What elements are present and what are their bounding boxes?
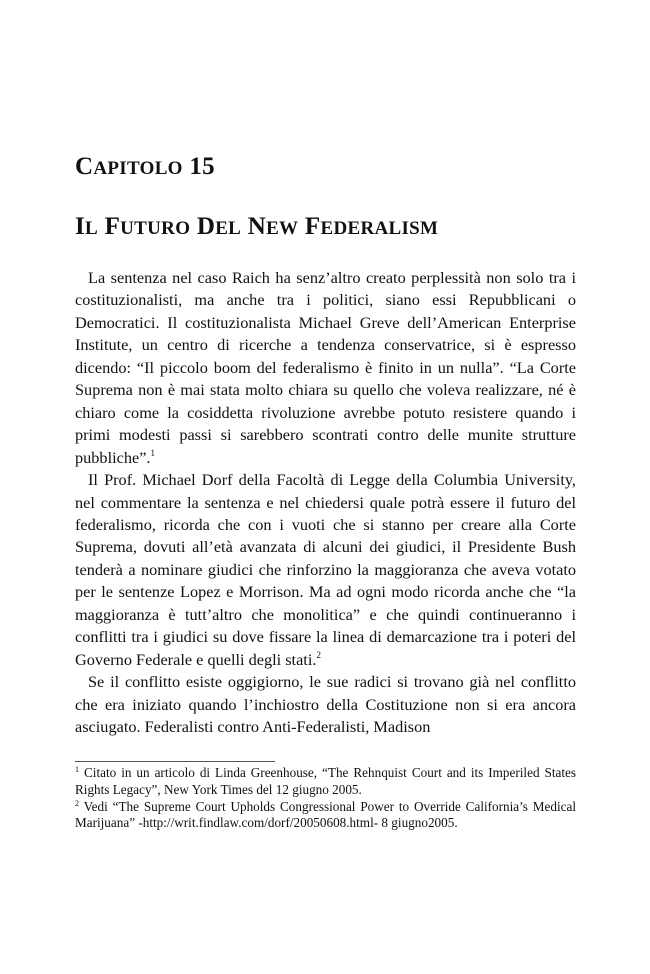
footnote-marker: 2 xyxy=(75,798,79,808)
footnote-text: Vedi “The Supreme Court Upholds Congressional Power to Override California’s Medical Marijuana” -http://writ.findlaw.com/dorf/20050608.html- 8 giugno2005. xyxy=(75,798,576,831)
paragraph-text: La sentenza nel caso Raich ha senz’altro creato perplessità non solo tra i costituzionalisti, ma anche tra i politici, siano essi Repubblicani o Democratici. Il costituzionalista Michael Greve dell’American Enterprise Institute, un centro di ricerche a tendenza conservatrice, si è espresso dicendo: “Il piccolo boom del federalismo è finito in un nulla”. “La Corte Suprema non è mai stata molto chiara su quello che voleva realizzare, né è chiaro come la cosiddetta rivoluzione avrebbe potuto resistere quando i primi modesti passi si sarebbero scontrati contro delle munite strutture pubbliche”. xyxy=(75,268,576,467)
title-word: FUTURO xyxy=(104,213,191,240)
chapter-title xyxy=(75,212,438,244)
chapter-number: 15 xyxy=(189,153,215,180)
footnote-separator xyxy=(75,761,275,762)
paragraph-text: Il Prof. Michael Dorf della Facoltà di Legge della Columbia University, nel commentare la sentenza e nel chiedersi quale potrà essere il futuro del federalismo, ricorda che con i vuoti che si stanno per creare alla Corte Suprema, dovuti all’età avanzata di alcuni dei giudici, il Presidente Bush tenderà a nominare giudici che rinforzino la maggioranza che aveva votato per le sentenze Lopez e Morrison. Ma ad ogni modo ricorda anche che “la maggioranza è tutt’altro che monolitica” e che quindi continueranno i conflitti tra i giudici su dove fissare la linea di demarcazione tra i poteri del Governo Federale e quelli degli stati. xyxy=(75,470,576,669)
title-word: NEW xyxy=(247,213,299,240)
title-word: IL xyxy=(75,213,99,240)
footnote-text: Citato in un articolo di Linda Greenhouse, “The Rehnquist Court and its Imperiled States Rights Legacy”, New York Times del 12 giugno 2005. xyxy=(75,765,577,797)
footnote-ref[interactable]: 1 xyxy=(150,447,155,458)
footnote xyxy=(75,765,576,799)
paragraph xyxy=(75,469,576,671)
chapter-label-rest: APITOLO xyxy=(93,158,183,179)
footnote-marker: 1 xyxy=(75,765,79,774)
footnote-ref[interactable]: 2 xyxy=(316,649,321,660)
chapter-number-heading xyxy=(75,152,215,184)
chapter-label-initial: C xyxy=(75,153,94,180)
title-word: DEL xyxy=(196,213,242,240)
footnotes xyxy=(75,765,576,832)
paragraph xyxy=(75,671,576,738)
document-page xyxy=(75,0,576,974)
title-word: FEDERALISM xyxy=(304,213,439,240)
paragraph-text: Se il conflitto esiste oggigiorno, le sue radici si trovano già nel conflitto che era iniziato quando l’inchiostro della Costituzione non si era ancora asciugato. Federalisti contro Anti-Federalisti, Madison xyxy=(75,672,576,737)
body-text xyxy=(75,267,576,739)
paragraph xyxy=(75,267,576,469)
footnote xyxy=(75,799,576,833)
